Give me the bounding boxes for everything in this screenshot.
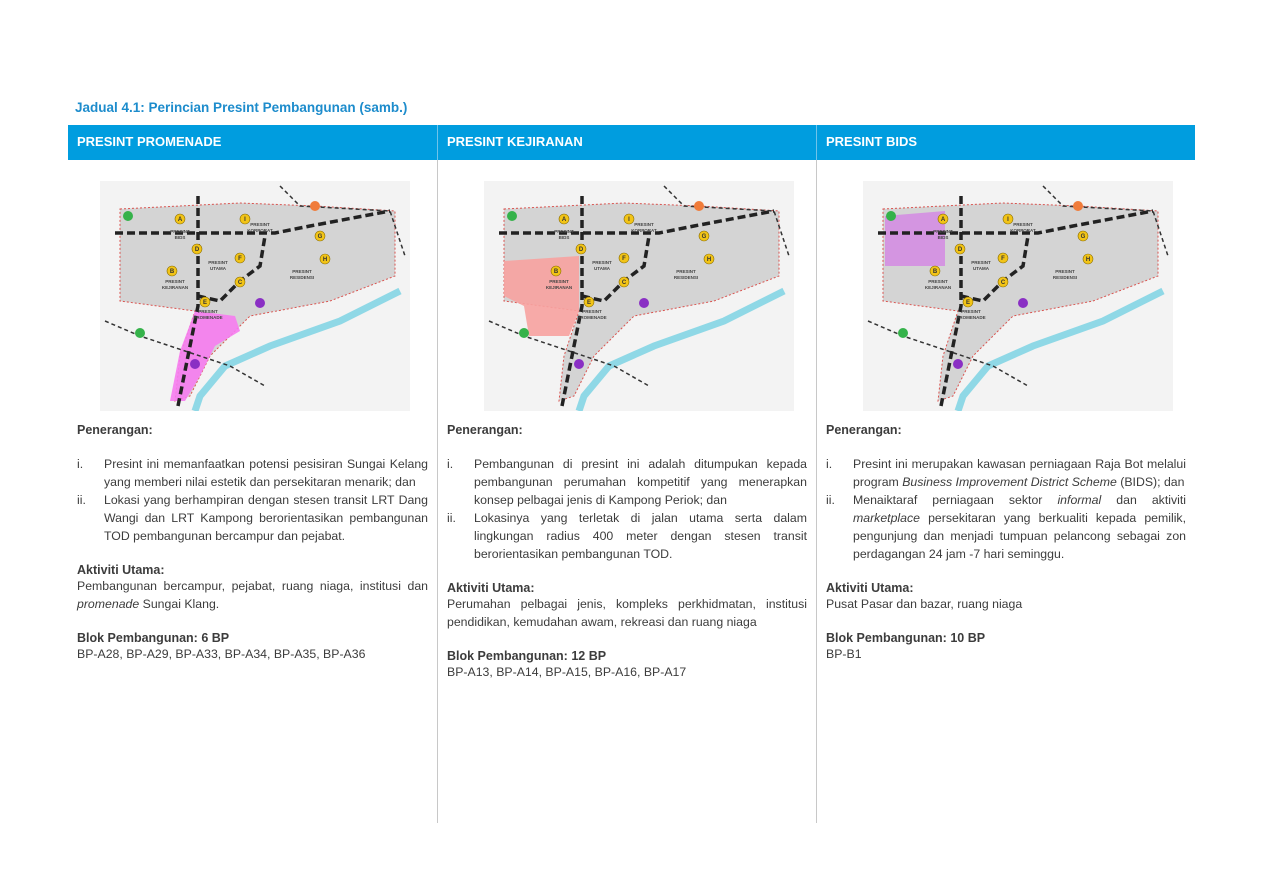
zone-label: KEJIRANAN xyxy=(161,285,189,290)
precinct-marker-label: E xyxy=(202,300,208,307)
aktiviti-text: Pembangunan bercampur, pejabat, ruang niaga, institusi dan promenade Sungai Klang. xyxy=(77,579,428,611)
zone-label: PRESINT xyxy=(928,279,948,284)
precinct-marker-label: F xyxy=(238,256,242,263)
zone-label: PRESINT xyxy=(1055,269,1075,274)
aktiviti-text: Perumahan pelbagai jenis, kompleks perkhidmatan, institusi pendidikan, kemudahan awam, rekreasi dan ruang niaga xyxy=(447,597,807,629)
zone-label: PRESINT xyxy=(250,222,270,227)
list-item xyxy=(447,455,807,509)
precinct-marker-label: G xyxy=(701,234,707,241)
aktiviti-label: Aktiviti Utama: xyxy=(826,581,914,595)
column-bids xyxy=(816,160,1195,823)
precinct-marker-label: I xyxy=(1007,217,1009,224)
zone-label: PRESINT xyxy=(592,260,612,265)
blok-label: Blok Pembangunan: 6 BP xyxy=(77,631,230,645)
blok-list: BP-A28, BP-A29, BP-A33, BP-A34, BP-A35, BP-A36 xyxy=(77,647,366,661)
station-icon xyxy=(190,359,200,369)
penerangan-list xyxy=(77,455,428,545)
list-item xyxy=(826,455,1186,491)
header-kejiranan: PRESINT KEJIRANAN xyxy=(437,125,816,160)
item-number: i. xyxy=(447,457,454,471)
station-icon xyxy=(574,359,584,369)
table-header xyxy=(68,125,1195,160)
zone-label: KEJIRANAN xyxy=(924,285,952,290)
precinct-marker-label: H xyxy=(1085,257,1091,264)
zone-label: UTAMA xyxy=(973,266,989,271)
precinct-marker-label: I xyxy=(244,217,246,224)
penerangan-list xyxy=(447,455,807,563)
item-text: Presint ini merupakan kawasan perniagaan Raja Bot melalui program Business Improvement District Scheme (BIDS); dan xyxy=(853,457,1186,489)
precinct-table xyxy=(68,125,1195,823)
zone-label: BIDS xyxy=(937,235,949,240)
penerangan-list xyxy=(826,455,1186,563)
station-icon xyxy=(639,298,649,308)
aktiviti-label: Aktiviti Utama: xyxy=(447,581,535,595)
zone-label: PRESINT xyxy=(961,309,981,314)
zone-label: PRESINT xyxy=(554,229,574,234)
precinct-marker-label: C xyxy=(237,280,243,287)
zone-label: RESIDENSI xyxy=(1052,275,1078,280)
zone-label: KORPORAT xyxy=(247,228,273,233)
zone-label: PRESINT xyxy=(292,269,312,274)
item-text: Pembangunan di presint ini adalah ditumpukan kepada pembangunan perumahan kompetitif yang menerapkan konsep pelbagai jenis di Kampong Periok; dan xyxy=(474,457,807,507)
precinct-marker-label: C xyxy=(621,280,627,287)
item-number: ii. xyxy=(447,511,456,525)
precinct-marker-label: H xyxy=(706,257,712,264)
zone-label: PRESINT xyxy=(198,309,218,314)
precinct-marker-label: I xyxy=(628,217,630,224)
station-icon xyxy=(135,328,145,338)
precinct-marker-label: A xyxy=(177,217,183,224)
list-item xyxy=(826,491,1186,563)
precinct-marker-label: D xyxy=(957,247,963,254)
zone-label: PRESINT xyxy=(165,279,185,284)
precinct-marker-label: C xyxy=(1000,280,1006,287)
station-icon xyxy=(519,328,529,338)
column-kejiranan xyxy=(437,160,816,823)
zone-label: PRESINT xyxy=(933,229,953,234)
station-icon xyxy=(694,201,704,211)
precinct-marker-label: G xyxy=(1080,234,1086,241)
zone-label: PRESINT xyxy=(208,260,228,265)
item-text: Lokasinya yang terletak di jalan utama serta dalam lingkungan radius 400 meter dengan stesen transit berorientasikan pembangunan TOD. xyxy=(474,511,807,561)
penerangan-label: Penerangan: xyxy=(826,423,902,437)
precinct-marker-label: A xyxy=(561,217,567,224)
zone-label: PROMENADE xyxy=(193,315,223,320)
precinct-marker-label: G xyxy=(317,234,323,241)
station-icon xyxy=(886,211,896,221)
zone-label: KORPORAT xyxy=(1010,228,1036,233)
zone-label: PRESINT xyxy=(549,279,569,284)
zone-label: KEJIRANAN xyxy=(545,285,573,290)
zone-label: PRESINT xyxy=(582,309,602,314)
item-number: i. xyxy=(77,457,84,471)
station-icon xyxy=(1073,201,1083,211)
station-icon xyxy=(255,298,265,308)
aktiviti-text: Pusat Pasar dan bazar, ruang niaga xyxy=(826,597,1023,611)
zone-label: RESIDENSI xyxy=(289,275,315,280)
precinct-marker-label: H xyxy=(322,257,328,264)
precinct-marker-label: B xyxy=(932,269,938,276)
zone-label: PRESINT xyxy=(971,260,991,265)
zone-label: PRESINT xyxy=(676,269,696,274)
precinct-map-kejiranan xyxy=(484,181,794,411)
header-bids: PRESINT BIDS xyxy=(816,125,1195,160)
item-text: Menaiktaraf perniagaan sektor informal dan aktiviti marketplace persekitaran yang berkualiti kepada pemilik, pengunjung dan menjadi tumpuan pelancong sebagai zon perdagangan 24 jam -7 hari seminggu. xyxy=(853,493,1186,561)
precinct-marker-label: E xyxy=(586,300,592,307)
table-body xyxy=(68,160,1195,823)
zone-label: PRESINT xyxy=(170,229,190,234)
blok-label: Blok Pembangunan: 10 BP xyxy=(826,631,986,645)
header-promenade: PRESINT PROMENADE xyxy=(77,134,222,149)
precinct-map-bids xyxy=(863,181,1173,411)
blok-list: BP-B1 xyxy=(826,647,862,661)
precinct-marker-label: D xyxy=(194,247,200,254)
zone-label: PROMENADE xyxy=(577,315,607,320)
precinct-marker-label: F xyxy=(622,256,626,263)
zone-label: KORPORAT xyxy=(631,228,657,233)
item-number: ii. xyxy=(826,493,835,507)
zone-label: PRESINT xyxy=(634,222,654,227)
list-item xyxy=(447,509,807,563)
precinct-marker-label: F xyxy=(1001,256,1005,263)
station-icon xyxy=(310,201,320,211)
penerangan-label: Penerangan: xyxy=(77,423,153,437)
zone-label: BIDS xyxy=(174,235,186,240)
station-icon xyxy=(1018,298,1028,308)
station-icon xyxy=(953,359,963,369)
zone-label: RESIDENSI xyxy=(673,275,699,280)
column-promenade xyxy=(68,160,437,823)
precinct-marker-label: B xyxy=(553,269,559,276)
zone-label: PROMENADE xyxy=(956,315,986,320)
item-number: ii. xyxy=(77,493,86,507)
aktiviti-label: Aktiviti Utama: xyxy=(77,563,165,577)
zone-label: BIDS xyxy=(558,235,570,240)
precinct-marker-label: D xyxy=(578,247,584,254)
item-number: i. xyxy=(826,457,833,471)
zone-label: PRESINT xyxy=(1013,222,1033,227)
list-item xyxy=(77,491,428,545)
precinct-marker-label: E xyxy=(965,300,971,307)
precinct-map-promenade xyxy=(100,181,410,411)
precinct-marker-label: B xyxy=(169,269,175,276)
station-icon xyxy=(898,328,908,338)
precinct-marker-label: A xyxy=(940,217,946,224)
blok-list: BP-A13, BP-A14, BP-A15, BP-A16, BP-A17 xyxy=(447,665,687,679)
item-text: Lokasi yang berhampiran dengan stesen transit LRT Dang Wangi dan LRT Kampong berorientasikan pembangunan TOD pembangunan bercampur dan pejabat. xyxy=(104,493,428,543)
zone-label: UTAMA xyxy=(594,266,610,271)
penerangan-label: Penerangan: xyxy=(447,423,523,437)
list-item xyxy=(77,455,428,491)
station-icon xyxy=(123,211,133,221)
station-icon xyxy=(507,211,517,221)
item-text: Presint ini memanfaatkan potensi pesisiran Sungai Kelang yang memberi nilai estetik dan persekitaran menarik; dan xyxy=(104,457,428,489)
blok-label: Blok Pembangunan: 12 BP xyxy=(447,649,607,663)
table-caption: Jadual 4.1: Perincian Presint Pembangunan (samb.) xyxy=(75,100,408,115)
zone-label: UTAMA xyxy=(210,266,226,271)
